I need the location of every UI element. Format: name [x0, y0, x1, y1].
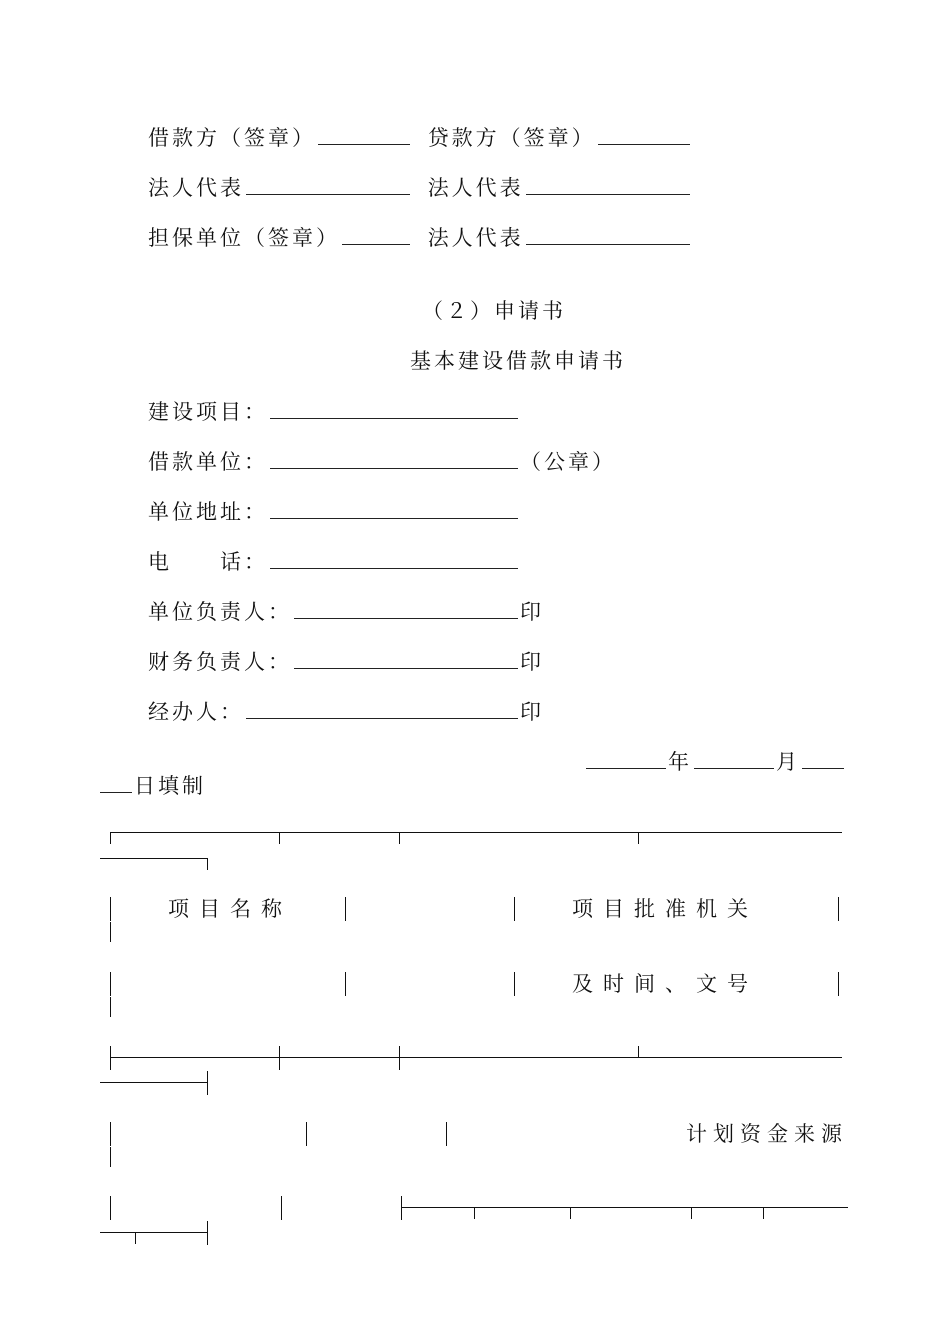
borrower-unit-field[interactable] [270, 448, 518, 469]
month-field[interactable] [694, 748, 774, 769]
handler-seal: 印 [520, 700, 544, 724]
phone-row [148, 548, 520, 575]
lender-seal-field[interactable] [598, 124, 690, 145]
borrower-unit-row [148, 448, 616, 475]
table-joint [638, 1046, 639, 1058]
borrower-legal-rep-label: 法人代表 [148, 176, 244, 200]
table-vline [838, 897, 839, 921]
table-vline [514, 972, 515, 996]
table-corner-tr [207, 858, 208, 870]
phone-field[interactable] [270, 548, 518, 569]
borrower-seal-row [148, 124, 692, 151]
approval-header-line1: 项目批准机关 [572, 897, 758, 921]
table-vline [345, 897, 346, 921]
lender-legal-rep-field[interactable] [526, 174, 690, 195]
handler-field[interactable] [246, 698, 518, 719]
date-row [584, 748, 846, 775]
borrower-unit-label: 借款单位： [148, 450, 268, 474]
document-title: 基本建设借款申请书 [410, 349, 626, 373]
table-vline [110, 922, 111, 942]
borrower-seal-label: 借款方（签章） [148, 126, 316, 150]
project-name-header: 项目名称 [168, 897, 292, 921]
day-field-cont[interactable] [100, 772, 132, 793]
unit-head-label: 单位负责人： [148, 600, 292, 624]
unit-head-field[interactable] [294, 598, 518, 619]
table-vline [306, 1122, 307, 1146]
phone-label: 电 话： [148, 550, 268, 574]
official-seal-note: （公章） [520, 450, 616, 474]
year-label: 年 [668, 750, 692, 774]
table-tick [763, 1207, 764, 1219]
funding-source-header: 计划资金来源 [686, 1122, 848, 1146]
table-vline [281, 1196, 282, 1220]
address-row [148, 498, 520, 525]
finance-head-label: 财务负责人： [148, 650, 292, 674]
guarantor-seal-label: 担保单位（签章） [148, 226, 340, 250]
table-joint [207, 1071, 208, 1095]
project-label: 建设项目： [148, 400, 268, 424]
handler-row [148, 698, 544, 725]
unit-head-row [148, 598, 544, 625]
table-vline [110, 1122, 111, 1146]
table-vline [110, 1147, 111, 1167]
handler-label: 经办人： [148, 700, 244, 724]
table-tick [474, 1207, 475, 1219]
table-vline [110, 972, 111, 996]
month-label: 月 [776, 750, 800, 774]
guarantor-seal-field[interactable] [342, 224, 410, 245]
table-vline [110, 1196, 111, 1220]
legal-rep-row [148, 174, 692, 201]
table-tick [638, 832, 639, 844]
day-field[interactable] [802, 748, 844, 769]
table-joint [399, 1046, 400, 1070]
table-tick [279, 832, 280, 844]
table-vline [514, 897, 515, 921]
address-field[interactable] [270, 498, 518, 519]
approval-header-line2: 及时间、文号 [572, 972, 758, 996]
table-vline [110, 997, 111, 1017]
section-number: （２）申请书 [422, 299, 566, 323]
day-filled-label: 日填制 [134, 774, 206, 798]
table-joint [279, 1046, 280, 1070]
day-filled-row [100, 772, 206, 799]
table-vline [838, 972, 839, 996]
table-joint [207, 1221, 208, 1245]
project-row [148, 398, 520, 425]
table-top-border-wrap [100, 858, 207, 859]
borrower-legal-rep-field[interactable] [246, 174, 410, 195]
table-joint [110, 1046, 111, 1070]
table-tick [135, 1232, 136, 1244]
table-mid-border-wrap [100, 1082, 207, 1083]
table-tick [570, 1207, 571, 1219]
funding-subheader-border [401, 1207, 848, 1208]
funding-subheader-border-wrap [100, 1232, 207, 1233]
finance-head-seal: 印 [520, 650, 544, 674]
finance-head-row [148, 648, 544, 675]
lender-seal-label: 贷款方（签章） [427, 126, 596, 150]
guarantor-row [148, 224, 692, 251]
table-vline [446, 1122, 447, 1146]
table-vline [110, 897, 111, 921]
table-tick [691, 1207, 692, 1219]
unit-head-seal: 印 [520, 600, 544, 624]
year-field[interactable] [586, 748, 666, 769]
table-top-border [110, 832, 842, 833]
guarantor-legal-rep-label: 法人代表 [427, 226, 524, 250]
table-joint [401, 1196, 402, 1220]
table-corner-tl [110, 832, 111, 844]
finance-head-field[interactable] [294, 648, 518, 669]
address-label: 单位地址： [148, 500, 268, 524]
table-mid-border [110, 1057, 842, 1058]
table-tick [399, 832, 400, 844]
lender-legal-rep-label: 法人代表 [427, 176, 524, 200]
guarantor-legal-rep-field[interactable] [526, 224, 690, 245]
table-vline [345, 972, 346, 996]
borrower-seal-field[interactable] [318, 124, 410, 145]
project-field[interactable] [270, 398, 518, 419]
